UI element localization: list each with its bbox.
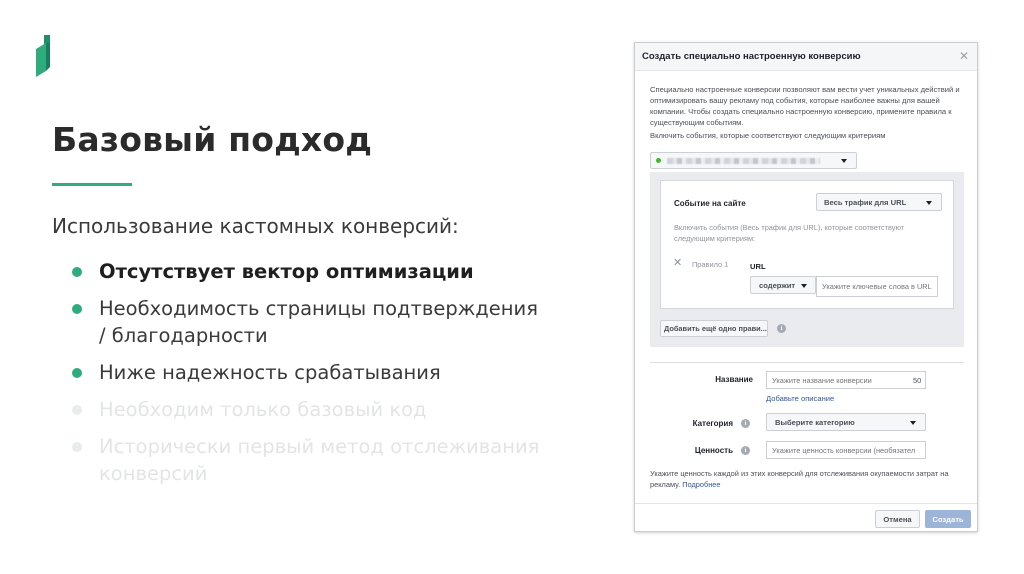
slide-subtitle: Использование кастомных конверсий:: [52, 214, 459, 238]
traffic-type-value: Весь трафик для URL: [824, 198, 907, 207]
custom-conversion-dialog: [634, 42, 978, 532]
bullet-text: Необходим только базовый код: [99, 398, 427, 421]
remove-rule-icon[interactable]: ✕: [673, 257, 683, 269]
chevron-down-icon: [926, 201, 932, 205]
bullet-text: Необходимость страницы подтверждения / благодарности: [99, 297, 538, 347]
bullet-dot-icon: [72, 442, 82, 452]
category-select[interactable]: [766, 413, 926, 431]
category-value: Выберите категорию: [775, 418, 855, 427]
dialog-footer: [635, 503, 977, 532]
chevron-down-icon: [910, 421, 916, 425]
name-label: Название: [715, 375, 753, 384]
url-keywords-input[interactable]: [816, 276, 938, 297]
bullet-dot-icon: [72, 405, 82, 415]
rule-label: Правило 1: [692, 260, 729, 269]
bullet-list: [72, 258, 542, 497]
url-label: URL: [750, 262, 766, 271]
dialog-title: Создать специально настроенную конверсию: [642, 51, 861, 62]
bullet-text: Исторически первый метод отслеживания конверсий: [99, 435, 540, 485]
dialog-header: [635, 43, 977, 71]
cancel-button[interactable]: Отмена: [875, 510, 920, 528]
slide-title: Базовый подход: [52, 120, 373, 159]
bullet-dot-icon: [72, 304, 82, 314]
logo-icon: [34, 35, 54, 77]
criteria-label: Включить события, которые соответствуют следующим критериям: [650, 131, 886, 140]
site-event-label: Событие на сайте: [674, 199, 746, 208]
value-label: Ценность: [694, 446, 733, 455]
rule-area: [650, 172, 964, 347]
roi-footnote: [650, 469, 968, 490]
divider: [650, 362, 964, 363]
learn-more-link[interactable]: Подробнее: [682, 479, 721, 489]
category-label: Категория: [692, 419, 733, 428]
add-rule-button[interactable]: Добавить ещё одно прави...: [660, 320, 768, 337]
bullet-dot-icon: [72, 267, 82, 277]
char-counter: 50: [913, 376, 922, 385]
pixel-event-select[interactable]: [650, 152, 857, 169]
footnote-text: Укажите ценность каждой из этих конверсий для отслеживания окупаемости затрат на рекламу.: [650, 469, 949, 489]
conversion-value-input[interactable]: [766, 441, 926, 459]
operator-value: содержит: [759, 281, 796, 290]
create-button[interactable]: Создать: [925, 510, 971, 528]
close-icon[interactable]: ✕: [958, 49, 969, 63]
title-underline: [52, 183, 132, 186]
include-events-note: Включить события (Весь трафик для URL), которые соответствуют следующим критериям:: [674, 223, 905, 243]
rule-box: [660, 180, 954, 309]
info-icon[interactable]: i: [741, 446, 750, 455]
add-description-link[interactable]: Добавьте описание: [766, 394, 835, 403]
bullet-item: [72, 258, 542, 285]
active-status-icon: [656, 158, 661, 163]
chevron-down-icon: [801, 284, 807, 288]
bullet-item: [72, 295, 542, 349]
bullet-item: [72, 359, 542, 386]
info-icon[interactable]: i: [741, 419, 750, 428]
bullet-text: Отсутствует вектор оптимизации: [99, 260, 474, 283]
bullet-item: [72, 396, 542, 423]
bullet-text: Ниже надежность срабатывания: [99, 361, 441, 384]
blurred-pixel-name: [667, 158, 820, 164]
bullet-dot-icon: [72, 368, 82, 378]
operator-select[interactable]: [750, 276, 816, 294]
traffic-type-select[interactable]: [816, 193, 942, 211]
info-icon[interactable]: i: [777, 324, 786, 333]
conversion-name-input[interactable]: [766, 371, 926, 389]
chevron-down-icon: [841, 159, 847, 163]
dialog-intro-text: Специально настроенные конверсии позволяют вам вести учет уникальных действий и оптимизировать вашу рекламу под события, которые наиболее важны для вашей компании. Чтобы создать специально настроенную конверсию, примените правила к существующим событиям.: [650, 85, 960, 127]
bullet-item: [72, 433, 542, 487]
